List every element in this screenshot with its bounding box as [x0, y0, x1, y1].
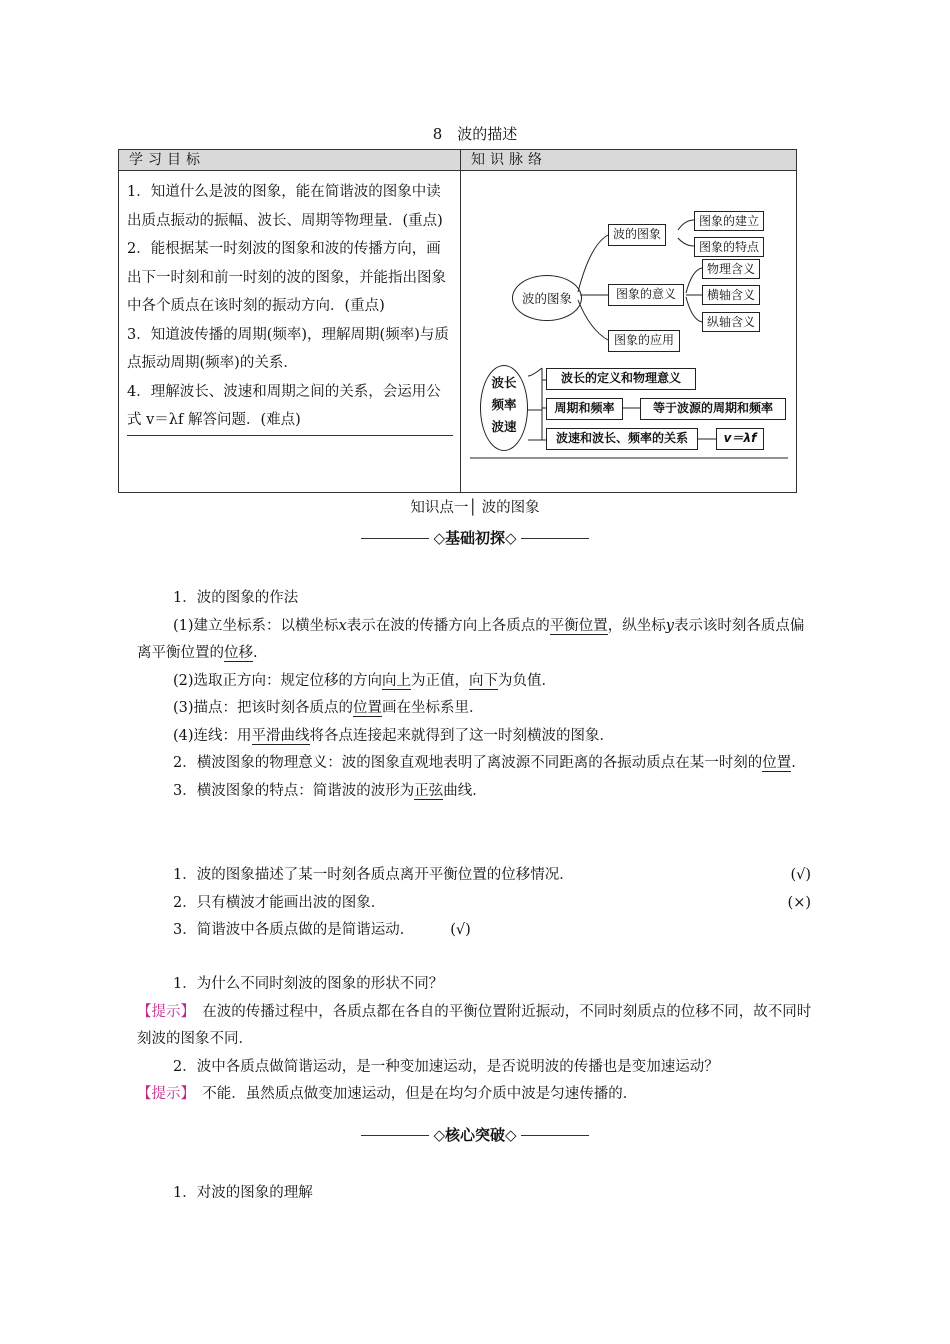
knowledge-diagram [470, 190, 790, 460]
leaf-node: 纵轴含义 [702, 312, 760, 332]
core-heading-1: 1．对波的图象的理解 [173, 1185, 313, 1201]
period-frequency-node: 周期和频率 [546, 398, 623, 420]
objectives-header: 学习目标 [119, 150, 460, 171]
leaf-node: 物理含义 [702, 259, 760, 279]
basics-heading-2: 2．横波图象的物理意义：波的图象直观地表明了离波源不同距离的各振动质点在某一时刻的位置. [173, 755, 796, 771]
goal-item: 3．知道波传播的周期(频率)，理解周期(频率)与质点振动周期(频率)的关系． [127, 326, 449, 371]
core-content [137, 1180, 817, 1208]
basics-step-2: (2)选取正方向：规定位移的方向向上为正值，向下为负值． [173, 672, 557, 689]
section-heading-basics: ◇基础初探◇ [0, 527, 950, 548]
knowledge-map-header: 知识脉络 [461, 150, 796, 171]
branch-node: 图象的应用 [608, 330, 680, 352]
page-title: 8 波的描述 [432, 125, 518, 143]
section-heading-core: ◇核心突破◇ [0, 1124, 950, 1145]
basics-step-1: (1)建立坐标系：以横坐标x表示在波的传播方向上各质点的平衡位置，纵坐标y表示该时刻各质点偏离平衡位置的位移. [137, 617, 805, 661]
basics-step-3: (3)描点：把该时刻各质点的位置画在坐标系里． [173, 700, 484, 716]
judge-item: 3．简谐波中各质点做的是简谐运动． (√) [173, 922, 471, 938]
qa-content [137, 971, 817, 1109]
center-node: 波的图象 [512, 275, 582, 321]
wave-quantities-node: 波长 频率 波速 [480, 365, 528, 451]
knowledge-point-title: 知识点一│ 波的图象 [410, 500, 540, 516]
judge-mark: (√) [450, 922, 471, 938]
objectives-table [118, 149, 797, 493]
basics-step-4: (4)连线：用平滑曲线将各点连接起来就得到了这一时刻横波的图象． [173, 727, 615, 744]
basics-heading-1: 1．波的图象的作法 [173, 590, 299, 606]
hint-label: 【提示】 [137, 1003, 188, 1020]
goals-list [127, 178, 453, 436]
true-false-list [137, 862, 817, 945]
leaf-node: 图象的建立 [694, 211, 764, 231]
question-2: 2．波中各质点做简谐运动，是一种变加速运动，是否说明波的传播也是变加速运动？ [173, 1058, 719, 1075]
formula-node: v＝λf [716, 428, 764, 450]
judge-mark: (√) [790, 867, 811, 883]
judge-mark: (×) [787, 894, 811, 911]
goal-item: 4．理解波长、波速和周期之间的关系，会运用公式 v＝λf 解答问题．(难点) [127, 378, 453, 436]
basics-heading-3: 3．横波图象的特点：简谐波的波形为正弦曲线． [173, 782, 487, 799]
leaf-node: 横轴含义 [702, 285, 760, 305]
period-frequency-detail-node: 等于波源的周期和频率 [640, 398, 786, 420]
branch-node: 波的图象 [608, 224, 666, 246]
judge-item: 1．波的图象描述了某一时刻各质点离开平衡位置的位移情况． (√) [137, 862, 817, 890]
question-1: 1．为什么不同时刻波的图象的形状不同？ [173, 976, 444, 992]
speed-relation-node: 波速和波长、频率的关系 [546, 428, 698, 450]
wavelength-definition-node: 波长的定义和物理意义 [546, 368, 696, 390]
branch-node: 图象的意义 [608, 284, 684, 306]
basics-content [137, 585, 817, 805]
goal-item: 1．知道什么是波的图象，能在简谐波的图象中读出质点振动的振幅、波长、周期等物理量．(重点) [127, 184, 443, 229]
goal-item: 2．能根据某一时刻波的图象和波的传播方向，画出下一时刻和前一时刻的波的图象，并能指出图象中各个质点在该时刻的振动方向．(重点) [127, 241, 446, 314]
judge-item: 2．只有横波才能画出波的图象． (×) [137, 890, 817, 918]
answer-2: 【提示】 不能．虽然质点做变加速运动，但是在均匀介质中波是匀速传播的． [137, 1086, 638, 1102]
leaf-node: 图象的特点 [694, 237, 764, 257]
answer-1: 【提示】 在波的传播过程中，各质点都在各自的平衡位置附近振动，不同时刻质点的位移不同，故不同时刻波的图象不同． [137, 1003, 812, 1047]
hint-label: 【提示】 [137, 1086, 188, 1102]
